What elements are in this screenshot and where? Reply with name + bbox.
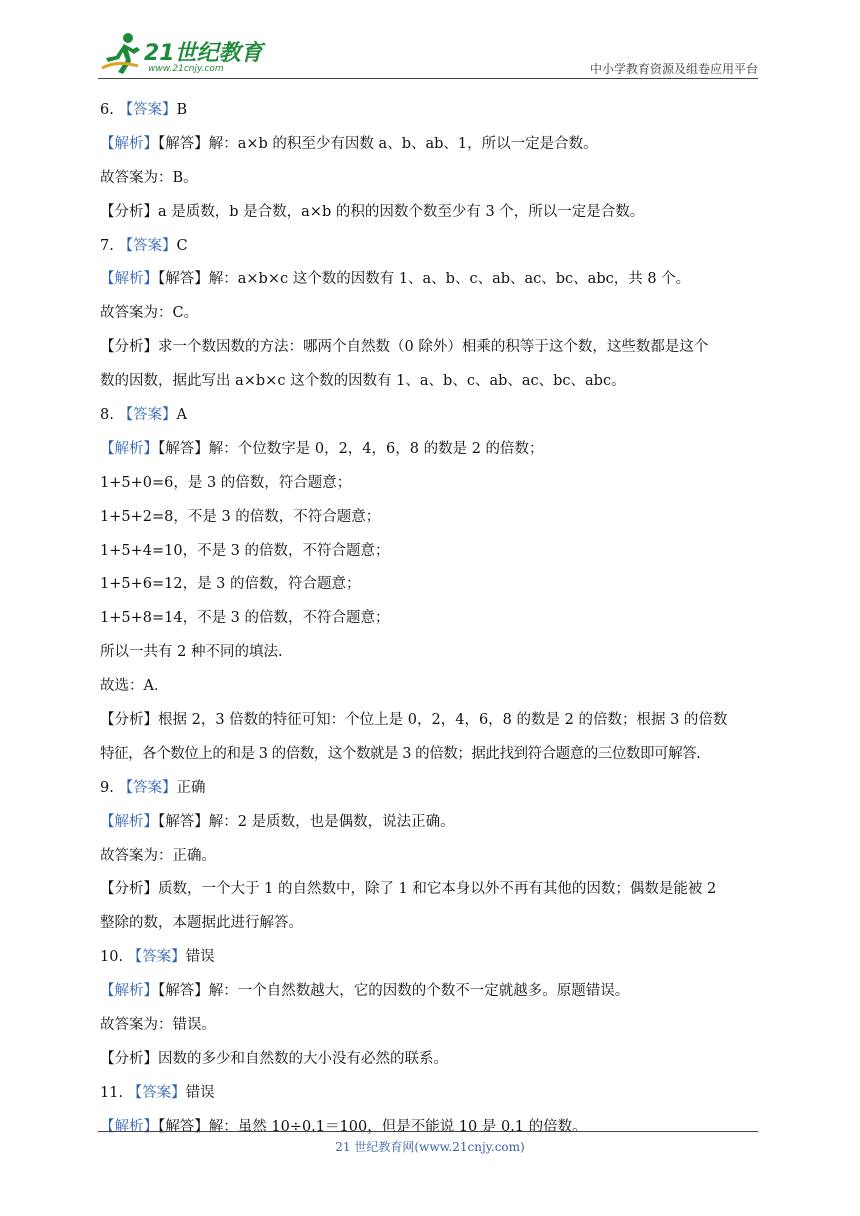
- jiexi-tag: 【解析】: [100, 813, 158, 830]
- runner-logo-icon: [98, 30, 146, 78]
- jieda-tag: 【解答】: [158, 983, 209, 1000]
- conclusion-line: 故答案为：正确。: [100, 847, 216, 864]
- jieda-tag: 【解答】: [158, 135, 209, 152]
- answer-tag: 【答案】: [127, 949, 186, 966]
- answer-tag: 【答案】: [118, 779, 177, 796]
- jiexi-tag: 【解析】: [100, 440, 158, 457]
- site-logo[interactable]: [98, 30, 268, 78]
- fenxi-line: 【分析】求一个数因数的方法：哪两个自然数（0 除外）相乘的积等于这个数，这些数都是这个: [100, 339, 709, 356]
- conclusion-line: 故答案为：B。: [100, 169, 198, 186]
- jieda-tag: 【解答】: [158, 813, 209, 830]
- calc-line: 1+5+8=14，不是 3 的倍数，不符合题意；: [100, 610, 390, 627]
- jiexi-tag: 【解析】: [100, 983, 158, 1000]
- answer-content: [100, 100, 765, 1151]
- summary-line: 所以一共有 2 种不同的填法.: [100, 644, 283, 661]
- question-10-answer: 10. 【答案】错误: [100, 949, 215, 966]
- analysis-line: 【解析】【解答】解：虽然 10÷0.1＝100，但是不能说 10 是 0.1 的倍数。: [100, 1118, 587, 1135]
- fenxi-tag: 【分析】: [100, 339, 158, 356]
- jiexi-tag: 【解析】: [100, 271, 158, 288]
- answer-tag: 【答案】: [118, 102, 177, 118]
- analysis-line: 【解析】【解答】解：个位数字是 0，2，4，6，8 的数是 2 的倍数；: [100, 440, 544, 457]
- jieda-tag: 【解答】: [158, 1118, 209, 1135]
- fenxi-line: 【分析】质数，一个大于 1 的自然数中，除了 1 和它本身以外不再有其他的因数；偶数是能被 2: [100, 881, 717, 898]
- logo-url: www.21cnjy.com: [148, 64, 224, 74]
- conclusion-line: 故答案为：错误。: [100, 1017, 216, 1034]
- page-header: [98, 30, 758, 80]
- analysis-line: 【解析】【解答】解：2 是质数，也是偶数，说法正确。: [100, 813, 455, 830]
- analysis-line: 【解析】【解答】解：a×b 的积至少有因数 a、b、ab、1，所以一定是合数。: [100, 135, 598, 152]
- question-8-answer: 8. 【答案】A: [100, 407, 187, 424]
- question-number: 11.: [100, 1084, 128, 1101]
- fenxi-line-cont: 数的因数，据此写出 a×b×c 这个数的因数有 1、a、b、c、ab、ac、bc、abc。: [100, 373, 626, 390]
- question-9-answer: 9. 【答案】正确: [100, 779, 206, 796]
- header-divider: [98, 78, 758, 79]
- conclusion-line: 故答案为：C。: [100, 305, 199, 322]
- answer-tag: 【答案】: [127, 1084, 186, 1101]
- calc-line: 1+5+0=6，是 3 的倍数，符合题意；: [100, 474, 352, 491]
- fenxi-line-cont: 整除的数，本题据此进行解答。: [100, 915, 303, 932]
- footer-divider: [98, 1131, 758, 1132]
- question-11-answer: 11. 【答案】错误: [100, 1084, 215, 1101]
- fenxi-line-cont: 特征，各个数位上的和是 3 的倍数，这个数就是 3 的倍数；据此找到符合题意的三位数即可解答.: [100, 745, 701, 762]
- analysis-line: 【解析】【解答】解：一个自然数越大，它的因数的个数不一定就越多。原题错误。: [100, 983, 630, 1000]
- fenxi-tag: 【分析】: [100, 712, 158, 729]
- question-number: 9.: [100, 779, 119, 796]
- page-footer[interactable]: 21 世纪教育网(www.21cnjy.com): [335, 1140, 525, 1154]
- fenxi-line: 【分析】因数的多少和自然数的大小没有必然的联系。: [100, 1050, 448, 1067]
- jieda-tag: 【解答】: [158, 271, 209, 288]
- calc-line: 1+5+6=12，是 3 的倍数，符合题意；: [100, 576, 361, 593]
- question-6-answer: 6. 【答案】B: [100, 102, 188, 118]
- logo-text: 21世纪教育: [144, 41, 263, 66]
- question-7-answer: 7. 【答案】C: [100, 237, 188, 254]
- question-number: 6.: [100, 102, 119, 118]
- fenxi-line: 【分析】a 是质数，b 是合数，a×b 的积的因数个数至少有 3 个，所以一定是合数。: [100, 203, 645, 220]
- header-tagline: 中小学教育资源及组卷应用平台: [589, 62, 758, 76]
- calc-line: 1+5+4=10，不是 3 的倍数，不符合题意；: [100, 542, 390, 559]
- analysis-line: 【解析】【解答】解：a×b×c 这个数的因数有 1、a、b、c、ab、ac、bc、abc，共 8 个。: [100, 271, 691, 288]
- jiexi-tag: 【解析】: [100, 1118, 158, 1135]
- question-number: 10.: [100, 949, 128, 966]
- answer-tag: 【答案】: [118, 407, 177, 424]
- calc-line: 1+5+2=8，不是 3 的倍数，不符合题意；: [100, 508, 381, 525]
- question-number: 7.: [100, 237, 119, 254]
- fenxi-tag: 【分析】: [100, 203, 158, 220]
- question-number: 8.: [100, 407, 119, 424]
- jieda-tag: 【解答】: [158, 440, 209, 457]
- conclusion-line: 故选：A．: [100, 678, 169, 695]
- fenxi-tag: 【分析】: [100, 1050, 158, 1067]
- answer-tag: 【答案】: [118, 237, 177, 254]
- fenxi-line: 【分析】根据 2，3 倍数的特征可知：个位上是 0，2，4，6，8 的数是 2 的倍数；根据 3 的倍数: [100, 712, 728, 729]
- fenxi-tag: 【分析】: [100, 881, 158, 898]
- jiexi-tag: 【解析】: [100, 135, 158, 152]
